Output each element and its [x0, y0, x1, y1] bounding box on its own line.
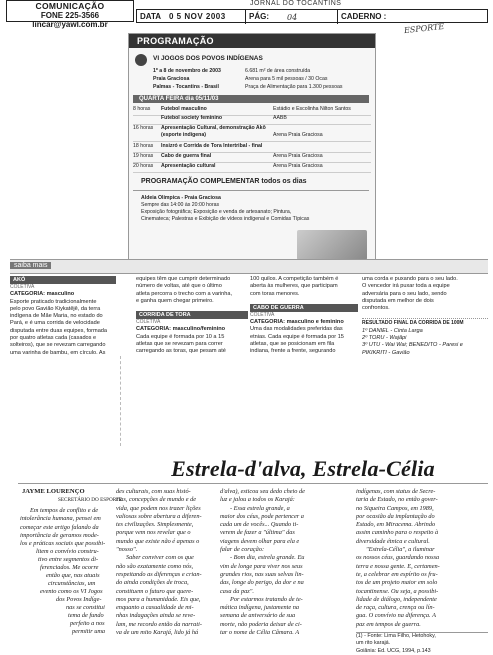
programacao-panel — [128, 33, 376, 267]
ako-line: uma varinha de bambu, em círculo. As — [10, 349, 106, 356]
ako-cont-line: equipes têm que cumprir determinado — [136, 276, 231, 282]
article-line: vim de longe para viver nos seus — [220, 562, 303, 570]
games-logo-icon — [135, 54, 147, 66]
ako-line: solteiros), que se revezam carregando — [10, 342, 106, 349]
article-line: va de um mito Karajá, lido já há — [116, 629, 199, 637]
schedule-row — [133, 115, 371, 125]
results-box — [362, 276, 488, 357]
results-line: 1º DANIEL - Cinta Larga — [362, 327, 423, 334]
cabo-sub: COLETIVA — [250, 311, 275, 318]
article-line: começar este artigo falando da — [20, 523, 99, 531]
article-line: das, longe do perigo, da dor e na — [220, 579, 304, 587]
cabo-line: atletas, que se posicionam em fila — [250, 341, 335, 348]
article-line: - Essa estrela grande, a — [230, 504, 290, 512]
schedule-row — [133, 125, 371, 142]
page-label: PÁG: — [249, 12, 269, 21]
schedule-time: 19 horas — [133, 153, 154, 159]
tora-title: CORRIDA DE TORA — [136, 311, 248, 319]
article-line: tema de fundo — [68, 612, 104, 619]
article-line: tocantinense. Ou seja, a possibi- — [356, 587, 439, 595]
schedule-row — [133, 143, 371, 153]
article-line: paz em tempos de guerra. — [356, 620, 421, 628]
article-col-1 — [20, 507, 112, 548]
article-line: Saber conviver com os que — [126, 554, 194, 562]
tora-line: Cada equipe é formada por 10 a 15 — [136, 333, 225, 340]
article-line: indígenas, com status de Secre- — [356, 488, 436, 495]
footnote-line: um rito karajá. — [356, 640, 391, 647]
cabo-title: CABO DE GUERRA — [250, 304, 358, 312]
article-line: enquanto a casualidade de mi- — [116, 604, 194, 612]
article-line: mática indígena, justamente na — [220, 604, 300, 612]
article-line: gua. O convívio na diferença. A — [356, 612, 436, 620]
article-line: semana de aniversário de sua — [220, 612, 296, 620]
saiba-mais-label: saiba mais — [10, 262, 51, 269]
article-line: do ainda condições de troca, — [116, 579, 189, 587]
caderno-value: ESPORTE — [403, 21, 445, 36]
schedule-event: Insizró e Corrida de Tora Intertribal - final — [161, 143, 263, 149]
article-line: Estado, em Miracema. Abrindo — [356, 521, 436, 529]
page-value: 04 — [287, 13, 298, 22]
article-line: por ocasião da implantação do — [356, 512, 435, 520]
article-line: dos Povos Indíge- — [56, 596, 102, 603]
saiba-mais-bar — [10, 259, 488, 274]
date-value: 0 5 NOV 2003 — [169, 12, 226, 21]
tora-cont-line: com toras menores. — [250, 290, 300, 297]
schedule-row — [133, 153, 371, 163]
article-line: tos de um projeto maior em solo — [356, 579, 438, 587]
results-line: 3º UTU - Wai Wai; BENEDITO - Paresi e — [362, 342, 463, 349]
article-line: d'alva), esticou seu dedo cheio de — [220, 488, 305, 495]
article-line: terra e nossa gente. E, certamen- — [356, 562, 440, 570]
article-line: valiosas sobre abertura a diferen- — [116, 512, 202, 520]
article-line: perfeito a nos — [70, 620, 105, 627]
article-line: intolerância humana, pensei em — [20, 515, 101, 523]
ako-title: AKÓ — [10, 276, 116, 284]
article-line: morte, não poderia deixar de ci- — [220, 620, 302, 628]
newspaper-name: JORNAL DO TOCANTINS — [250, 0, 342, 7]
ako-line: indígena de Mãe Maria, no estado do — [10, 313, 103, 320]
article-line: porque vem nos revelar que o — [116, 529, 191, 537]
date-box — [136, 9, 488, 23]
ako-line: pelo povo Gavião Kiykatêjê, da terra — [10, 305, 101, 312]
article-line: "Estrela-Célia", a iluminar — [366, 546, 435, 554]
article-line: taria de Estado, no então gover- — [356, 496, 438, 504]
schedule-event: Apresentação Cultural, demonstração Akô (esporte indígena) — [161, 125, 266, 138]
article-line: assim caminho para o respeito à — [356, 529, 439, 537]
day-bar: QUARTA FEIRA dia 05/11/03 — [133, 95, 369, 103]
complementar-title: PROGRAMAÇÃO COMPLEMENTAR todos os dias — [141, 178, 307, 185]
tora-line: CATEGORIA: masculino/feminino — [136, 326, 226, 333]
article-line: nas se constitui — [66, 604, 105, 611]
article-line: des culturais, com suas histó- — [116, 488, 191, 495]
ako-line: Pará, e é uma corrida de velocidade — [10, 320, 100, 327]
results-line: PIKIKRITI - Gavião — [362, 349, 410, 356]
article-line: maior dos céus, pode pertencer a — [220, 512, 304, 520]
article-line: constituem o futuro que quere- — [116, 587, 194, 595]
cabo-line: Uma das modalidades preferidas das — [250, 326, 343, 333]
ako-box — [10, 276, 116, 357]
article-line: evento como os VI Jogos — [40, 588, 103, 595]
article-line: tes civilizações. Simplesmente, — [116, 521, 194, 529]
author-role: SECRETÁRIO DO ESPORTE — [58, 497, 123, 503]
article-line: nhas indagações ainda se reve- — [116, 612, 196, 620]
article-line: diversidade étnica e cultural. — [356, 537, 430, 545]
stamp-phone: FONE 225-3566 — [40, 11, 100, 20]
cabo-line: indiana, frente a frente, segurando — [250, 348, 336, 355]
schedule-row — [133, 163, 371, 173]
article-col-4 — [356, 488, 488, 655]
article-col-2 — [116, 488, 212, 638]
schedule-event: Cabo de guerra final — [161, 153, 212, 159]
ako-cont-line: atleta percorra o trecho com a varinha, — [136, 290, 233, 297]
complementar-line: Cinemateca; Palestras e Exibição de vídeos indígenal e Comidas Típicas — [141, 216, 310, 222]
ako-line: CATEGORIA: masculino — [10, 291, 75, 298]
ako-line: Esporte praticado tradicionalmente — [10, 298, 97, 305]
divider — [133, 190, 369, 191]
article-line: tar o nome de Célia Câmara. A — [220, 629, 300, 637]
programacao-title: PROGRAMAÇÃO — [129, 34, 375, 48]
info-2b: Arena para 5 mil pessoas / 30 Ocas — [245, 76, 328, 82]
schedule-time: 16 horas — [133, 125, 154, 131]
tora-line: carregando as toras, que pesam até — [136, 348, 226, 355]
ako-line: por quatro atletas cada (casados e — [10, 335, 97, 342]
article-line: circunstâncias, um — [48, 580, 96, 587]
article-line: então que, nas atuais — [46, 572, 100, 579]
ako-line: disputada entre duas equipes, formada — [10, 327, 108, 334]
article-line: os nossos céus, guardando nossa — [356, 554, 440, 562]
cabo-cont-line: uma corda e puxando para o seu lado. — [362, 276, 458, 282]
article-line: verem de fazer a "última" das — [220, 529, 295, 537]
article-line: permitir uma — [72, 628, 106, 635]
article-line: litem o convívio constru- — [36, 548, 99, 555]
article-line: mos para a humanidade. Eis que, — [116, 595, 201, 603]
stamp-email: lincar@yawl.com.br — [32, 20, 108, 29]
article-line: "nosso". — [116, 546, 138, 554]
tora-line: atletas que se revezam para correr — [136, 341, 223, 348]
article-line: de raça, cultura, crença ou lín- — [356, 604, 435, 612]
cabo-cont-line: adversária para o seu lado, sendo — [362, 290, 447, 297]
event-title: VI JOGOS DOS POVOS INDÍGENAS — [153, 55, 263, 62]
tora-cont-line: aberta às mulheres, que participam — [250, 283, 338, 290]
article-line: casa da paz". — [220, 587, 254, 595]
article-line: grandes rios, nas suas selvas lin- — [220, 570, 304, 578]
schedule-place: Estádio e Escolinha Nilton Santos — [273, 106, 351, 112]
date-divider — [245, 10, 246, 24]
info-2a: Praia Graciosa — [153, 76, 190, 82]
article-line: rias, concepções de mundo e de — [116, 496, 197, 504]
article-title: Estrela-d'alva, Estrela-Célia — [171, 456, 435, 481]
schedule-place: Arena Praia Graciosa — [273, 153, 323, 159]
article-line: tivo entre segmentos di- — [38, 556, 99, 563]
cabo-line: etnias. Cada equipe é formada por 15 — [250, 333, 344, 340]
schedule-place: Arena Praia Graciosa — [273, 163, 323, 169]
info-1a: 1º a 8 de novembro de 2003 — [153, 68, 221, 74]
article-line: lam, me recordo então da narrati- — [116, 620, 202, 628]
article-line: falar de coração: — [220, 546, 265, 554]
ako-cont-line: número de voltas, até que o último — [136, 283, 222, 290]
cabo-line: CATEGORIA: masculino e feminino — [250, 319, 344, 326]
info-3b: Praça de Alimentação para 1.300 pessoas — [245, 84, 343, 90]
footnote-line: (1) - Fonte: Lima Filho, Hetohoky, — [356, 633, 436, 640]
article-line: no Siqueira Campos, em 1989, — [356, 504, 434, 512]
indigenous-art-image — [297, 230, 367, 260]
footnote-line: Goiânia: Ed. UCG, 1994, p.143 — [356, 647, 431, 654]
author-name: JAYME LOURENÇO — [22, 488, 85, 495]
tora-sub: COLETIVA — [136, 319, 161, 326]
info-1b: 6.681 m² de área construída — [245, 68, 311, 74]
complementar-line: Exposição fotográfica; Exposição e venda de artesanato; Pintura, — [141, 209, 292, 215]
page-divider — [337, 10, 338, 24]
caderno-label: CADERNO : — [341, 12, 387, 21]
article-line: Em tempos de conflito e de — [30, 507, 99, 514]
schedule-time: 8 horas — [133, 106, 151, 112]
article-line: mundo que existe não é apenas o — [116, 537, 200, 545]
article-line: lidade de diálogo, independente — [356, 595, 437, 603]
ako-cont-line: e ganha quem chegar primeiro. — [136, 297, 214, 304]
complementar-line: Aldeia Olímpica - Praia Graciosa — [141, 195, 221, 201]
schedule-event: Futebol masculino — [161, 106, 207, 112]
article-line: respeitando as diferenças e crian- — [116, 570, 202, 578]
torn-edge — [0, 356, 121, 446]
schedule-place: Arena Praia Graciosa — [273, 132, 323, 138]
article-line: luz e jalou a todos os Karajá: — [220, 496, 295, 504]
article-line: vida, que podem nos trazer lições — [116, 504, 201, 512]
date-label: DATA — [140, 12, 162, 21]
article-line: te, a celebrar em espírito os fru- — [356, 570, 438, 578]
cabo-box — [250, 276, 358, 356]
article-line: ferenciados. Me ocorre — [40, 564, 99, 571]
clipping-stamp — [6, 0, 134, 29]
article-line: cada um de vocês... Quando ti- — [220, 521, 299, 529]
schedule-event: Futebol society feminino — [161, 115, 223, 121]
schedule-time: 18 horas — [133, 143, 154, 149]
schedule-time: 20 horas — [133, 163, 154, 169]
results-line: 2º TORU - Wajãpi — [362, 335, 407, 342]
results-title: RESULTADO FINAL DA CORRIDA DE 100M — [362, 318, 488, 327]
cabo-cont-line: confrontos. — [362, 305, 390, 312]
title-rule — [18, 483, 488, 484]
article-line: Por estarmos tratando de te- — [230, 595, 303, 603]
stamp-department: COMUNICAÇÃO — [35, 1, 105, 11]
complementar-line: Sempre das 14:00 às 20:00 horas — [141, 202, 220, 208]
article-line: não são exatamente como nós, — [116, 562, 194, 570]
article-line: viagens devem olhar para ela e — [220, 537, 300, 545]
article-line: importância de geramos mode- — [20, 531, 99, 539]
cabo-cont-line: O vencedor irá puxar toda a equipe — [362, 283, 450, 290]
info-3a: Palmas - Tocantins - Brasil — [153, 84, 219, 90]
schedule-event: Apresentação cultural — [161, 163, 216, 169]
tora-cont-line: 100 quilos. A competição também é — [250, 276, 339, 282]
ako-sub: COLETIVA — [10, 284, 35, 290]
article-line: los e práticas sociais que possibi- — [20, 540, 106, 548]
article-col-3 — [220, 488, 348, 638]
tora-box — [136, 276, 248, 356]
schedule-place: AABB — [273, 115, 287, 121]
article-line: - Bom dia, estrela grande. Eu — [230, 554, 305, 562]
cabo-cont-line: disputada em melhor de dois — [362, 297, 434, 304]
